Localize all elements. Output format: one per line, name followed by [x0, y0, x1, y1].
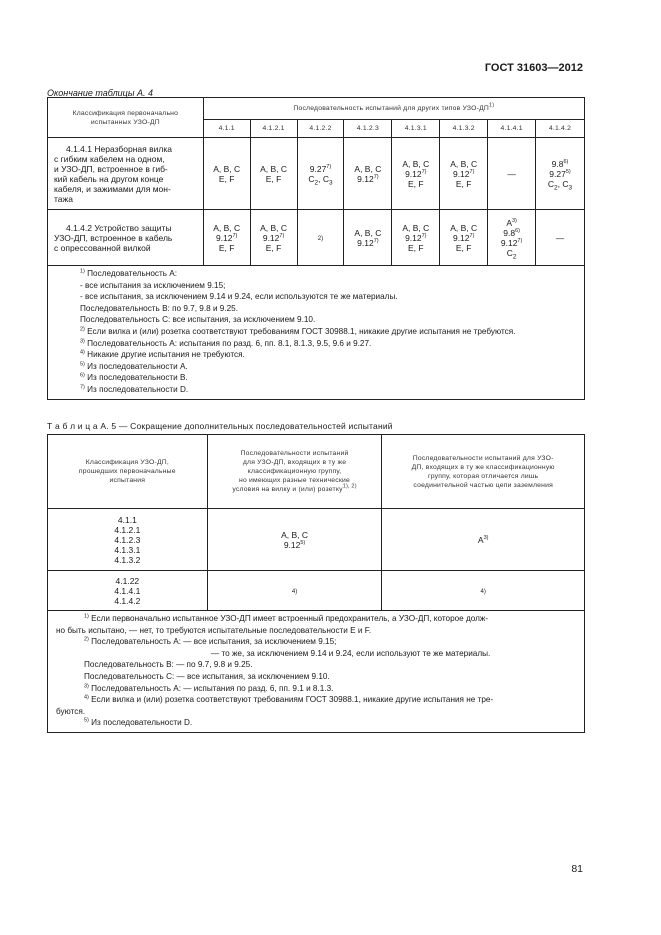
cell-text: E, F [455, 242, 472, 253]
cell-line [344, 238, 391, 248]
column-header-4-1-3-2: 4.1.3.2 [440, 120, 488, 138]
table-cell [536, 138, 585, 210]
footnote-ref: 7) [232, 232, 238, 239]
cell-line [392, 169, 439, 179]
cell-line [392, 233, 439, 243]
note-text: Из последовательности A. [84, 361, 188, 371]
note-text: Последовательность A: — все испытания, за исключением 9.15; [88, 637, 337, 647]
cell-text: 9.12 [262, 232, 280, 243]
cell-text: E, F [455, 178, 472, 189]
note-line [80, 338, 584, 350]
table-cell [344, 210, 392, 266]
cell-line [251, 233, 297, 243]
subscript: 3 [568, 184, 573, 192]
note-line [56, 717, 584, 729]
cell-text: 9.12 [357, 237, 374, 248]
page-number: 81 [571, 863, 583, 875]
row-label-line: с опрессованной вилкой [54, 242, 151, 253]
table-a4 [47, 97, 585, 400]
cell-line [440, 159, 487, 169]
footnote-marker: 4) [80, 349, 85, 356]
classification-list [48, 571, 208, 611]
cell-line [536, 169, 584, 179]
footnote-ref: 5) [300, 539, 306, 546]
cell-text: , C [557, 178, 569, 189]
footnote-ref: 5) [565, 168, 571, 175]
row-label-line: с гибким кабелем на одном, [54, 153, 165, 164]
note-line [56, 648, 584, 660]
header-line: Последовательности испытаний для УЗО- [412, 454, 554, 462]
table-cell [344, 138, 392, 210]
subscript: 2 [314, 179, 319, 187]
cell-line [536, 178, 584, 192]
note-text: Последовательность C: — все испытания, за исключением 9.10. [84, 671, 330, 681]
cell-line [392, 159, 439, 169]
table4-col1-header: Классификация первоначально испытанных УЗО-ДП [48, 98, 204, 138]
note-line [80, 291, 584, 303]
footnote-marker: 6) [80, 372, 85, 379]
footnote-ref: 7) [279, 232, 285, 239]
cell-line [204, 164, 250, 174]
footnote-ref: 3) [483, 534, 489, 541]
cell-text: 9.8 [503, 227, 516, 238]
note-text: Последовательность A: [84, 269, 177, 278]
column-header-4-1-2-1: 4.1.2.1 [250, 120, 297, 138]
footnote-marker: 2) [80, 326, 85, 333]
cell-line [488, 218, 535, 228]
cell-text: E, F [265, 242, 282, 253]
footnote-ref: 4) [291, 588, 298, 595]
table-cell [207, 571, 382, 611]
cell-line [440, 223, 487, 233]
note-text: но быть испытано, — нет, то требуются испытательные последовательности E и F. [56, 625, 372, 635]
header-line: но имеющих разные технические [239, 477, 351, 484]
footnote-ref: 6) [515, 227, 520, 234]
cell-line [251, 243, 297, 253]
cell-text: A, B, C [213, 222, 241, 233]
cell-line [536, 233, 584, 243]
column-header-4-1-2-2: 4.1.2.2 [297, 120, 344, 138]
cell-line [392, 243, 439, 253]
note-text: Последовательность C: все испытания, за исключением 9.10. [80, 315, 316, 325]
note-line [80, 361, 584, 373]
cell-text: 9.12 [452, 232, 470, 243]
note-line [56, 683, 584, 695]
row-label-line: 4.1.4.1 Неразборная вилка [66, 143, 172, 154]
note-text: Из последовательности D. [88, 718, 193, 728]
cell-text: 9.12 [357, 173, 374, 184]
classification-item: 4.1.1 [117, 514, 137, 525]
table-cell [382, 571, 585, 611]
note-line [56, 636, 584, 648]
cell-text: A, B, C [402, 158, 430, 169]
header-line: прошедших первоначальные [78, 468, 176, 475]
cell-line [488, 169, 535, 179]
footnote-marker: 7) [80, 384, 85, 391]
cell-line [204, 233, 250, 243]
cell-line [488, 228, 535, 238]
note-text: Никакие другие испытания не требуются. [84, 350, 245, 360]
cell-text: 9.12 [405, 168, 422, 179]
cell-text: A, B, C [450, 222, 478, 233]
cell-text: 9.27 [549, 168, 566, 179]
note-text: - все испытания, за исключением 9.14 и 9.24, если используются те же материалы. [80, 292, 398, 302]
table4-group-header: Последовательность испытаний для других типов УЗО-ДП$^{1)}$ [203, 98, 584, 120]
cell-text: E, F [265, 173, 282, 184]
column-header-4-1-4-2: 4.1.4.2 [536, 120, 585, 138]
column-header-4-1-2-3: 4.1.2.3 [344, 120, 392, 138]
footnote-marker: 1) [84, 613, 89, 620]
subscript: 3 [328, 179, 333, 187]
note-line [80, 280, 584, 292]
cell-line [536, 159, 584, 169]
cell-text: A, B, C [281, 529, 308, 540]
cell-text: A, B, C [402, 222, 430, 233]
note-line [56, 671, 584, 683]
cell-text: 9.12 [452, 168, 470, 179]
row-label-line: 4.1.4.2 Устройство защиты [66, 222, 172, 233]
table4-caption: Окончание таблицы А. 4 [47, 88, 153, 98]
cell-text: E, F [407, 242, 424, 253]
cell-text: A [477, 534, 484, 545]
footnote-ref: 7) [373, 173, 379, 180]
table5-col2-header [207, 435, 382, 509]
footnote-marker: 5) [84, 717, 89, 724]
classification-item: 4.1.4.2 [114, 595, 141, 606]
classification-list [48, 509, 208, 571]
footnote-ref: 4) [480, 588, 486, 595]
note-line [80, 384, 584, 396]
table5-caption: Т а б л и ц а А. 5 — Сокращение дополнительных последовательностей испытаний [47, 421, 393, 431]
note-text: Если вилка и (или) розетка соответствуют требованиям ГОСТ 30988.1, никакие другие испытания не тре- [88, 695, 494, 705]
header-line: ДП, входящих в ту же классификационную [411, 463, 555, 471]
table-cell [392, 138, 440, 210]
note-text: буются. [56, 706, 86, 716]
footnote-marker: 4) [84, 694, 89, 701]
footnote-ref: 7) [421, 168, 427, 175]
cell-line [344, 164, 391, 174]
cell-text: 9.12 [405, 232, 422, 243]
cell-line [440, 169, 487, 179]
table-cell [440, 138, 488, 210]
cell-line [392, 223, 439, 233]
note-line [80, 372, 584, 384]
footnote-ref: 7) [373, 237, 379, 244]
table4-notes [48, 266, 585, 400]
footnote-ref: 7) [326, 163, 332, 170]
footnote-ref: 2) [317, 235, 324, 242]
row-label-line: кабеля, и зажимами для мон- [54, 183, 171, 194]
header-line: соединительной частью цепи заземления [413, 481, 553, 489]
footnote-ref: 7) [421, 232, 427, 239]
cell-text: , C [318, 173, 329, 184]
note-line [80, 268, 584, 280]
cell-line [298, 164, 344, 174]
header-line: Классификация УЗО-ДП, [85, 459, 169, 466]
header-line: условия на вилку и (или) розетку$^{1), 2)}$ [232, 483, 357, 493]
cell-line [440, 233, 487, 243]
classification-item: 4.1.2.1 [114, 524, 141, 535]
cell-text: A, B, C [354, 227, 382, 238]
note-line [80, 349, 584, 361]
header-line: группу, которая отличается лишь [428, 472, 539, 480]
table-cell [297, 138, 344, 210]
cell-text: 9.8 [551, 158, 564, 169]
row-label-line: тажа [54, 193, 73, 204]
cell-line [204, 243, 250, 253]
classification-item: 4.1.3.1 [114, 544, 141, 555]
note-text: Последовательность A: — испытания по разд. 6, пп. 9.1 и 8.1.3. [88, 683, 334, 693]
cell-line [392, 179, 439, 189]
footnote-ref: 3) [511, 217, 517, 224]
table-cell [392, 210, 440, 266]
note-line [80, 303, 584, 315]
note-line [56, 659, 584, 671]
cell-text: E, F [407, 178, 424, 189]
cell-line [488, 247, 535, 261]
note-text: Если вилка и (или) розетка соответствуют требованиям ГОСТ 30988.1, никакие другие испытания не требуются. [84, 326, 516, 336]
classification-item: 4.1.3.2 [114, 554, 141, 565]
cell-text: C [506, 247, 513, 258]
footnote-marker: 3) [84, 682, 89, 689]
classification-item: 4.1.4.1 [114, 585, 141, 596]
table5-notes [48, 611, 585, 733]
table-a5 [47, 434, 585, 733]
cell-line [344, 228, 391, 238]
cell-line [382, 535, 584, 545]
note-line [56, 706, 584, 718]
header-line: классификационную группу, [247, 468, 342, 475]
cell-text: A, B, C [213, 163, 241, 174]
note-line [56, 625, 584, 637]
cell-line [251, 174, 297, 184]
footnote-ref: 6) [563, 158, 569, 165]
cell-text: A, B, C [450, 158, 478, 169]
row-label [48, 138, 204, 210]
footnote-marker: 5) [80, 361, 85, 368]
cell-line [298, 173, 344, 187]
note-text: Последовательность B: — по 9.7, 9.8 и 9.25. [84, 660, 253, 670]
cell-text: E, F [218, 242, 235, 253]
note-line [56, 694, 584, 706]
cell-text: A, B, C [260, 163, 288, 174]
cell-text: — [507, 168, 516, 179]
footnote-ref: 7) [517, 237, 523, 244]
cell-text: — [555, 232, 565, 243]
header-line: испытания [109, 477, 146, 484]
note-text: Последовательность B: по 9.7, 9.8 и 9.25. [80, 303, 239, 313]
footnote-ref: 1), 2) [342, 483, 357, 490]
table-cell [536, 210, 585, 266]
column-header-4-1-4-1: 4.1.4.1 [488, 120, 536, 138]
cell-text: E, F [218, 173, 235, 184]
cell-text: A [506, 217, 512, 228]
footnote-marker: 3) [80, 337, 85, 344]
subscript: 2 [512, 253, 517, 261]
cell-line [204, 174, 250, 184]
footnote-marker: 2) [84, 636, 89, 643]
table-cell [440, 210, 488, 266]
cell-text: 9.27 [309, 163, 327, 174]
column-header-4-1-3-1: 4.1.3.1 [392, 120, 440, 138]
row-label-line: УЗО-ДП, встроенное в кабель [54, 232, 173, 243]
cell-line [488, 238, 535, 248]
cell-line [208, 540, 382, 550]
note-text: Из последовательности D. [84, 384, 189, 394]
header-line: для УЗО-ДП, входящих в ту же [242, 459, 347, 466]
cell-line [344, 174, 391, 184]
cell-line [440, 243, 487, 253]
row-label [48, 210, 204, 266]
cell-text: A, B, C [354, 163, 382, 174]
cell-text: 9.12 [283, 539, 301, 550]
table-cell [382, 509, 585, 571]
row-label-line: кий кабель на другом конце [54, 173, 164, 184]
note-text: Если первоначально испытанное УЗО-ДП имеет встроенный предохранитель, а УЗО-ДП, которое долж- [88, 614, 489, 623]
cell-line [251, 164, 297, 174]
row-label-line: и УЗО-ДП, встроенное в гиб- [54, 163, 168, 174]
table-cell [488, 210, 536, 266]
note-text: Последовательность A: испытания по разд. 6, пп. 8.1, 8.1.3, 9.5, 9.6 и 9.27. [84, 338, 372, 348]
table-cell [207, 509, 382, 571]
cell-line [208, 530, 382, 540]
table-cell [297, 210, 344, 266]
classification-item: 4.1.2.3 [114, 534, 141, 545]
cell-line [204, 223, 250, 233]
footnote-ref: 7) [469, 232, 475, 239]
table-cell [250, 138, 297, 210]
table-cell [488, 138, 536, 210]
cell-text: 9.12 [500, 237, 518, 248]
classification-item: 4.1.22 [115, 575, 140, 586]
footnote-ref: 7) [469, 168, 475, 175]
header-line: Последовательности испытаний [240, 450, 349, 457]
footnote-marker: 1) [80, 268, 85, 275]
subscript: 2 [554, 184, 558, 192]
note-text: Из последовательности B. [84, 373, 188, 383]
table5-col1-header [48, 435, 208, 509]
cell-text: A, B, C [260, 222, 288, 233]
column-header-4-1-1: 4.1.1 [203, 120, 250, 138]
cell-text: C [547, 178, 555, 189]
note-line [80, 314, 584, 326]
table-cell [203, 210, 250, 266]
note-text: - все испытания за исключением 9.15; [80, 280, 226, 290]
cell-line [251, 223, 297, 233]
cell-line [440, 179, 487, 189]
table-cell [203, 138, 250, 210]
note-line [56, 613, 584, 625]
cell-text: C [308, 173, 315, 184]
document-title: ГОСТ 31603—2012 [484, 62, 583, 74]
note-text: — то же, за исключением 9.14 и 9.24, если используют те же материалы. [211, 648, 491, 658]
table5-col3-header [382, 435, 585, 509]
note-line [80, 326, 584, 338]
table-cell [250, 210, 297, 266]
cell-text: 9.12 [215, 232, 233, 243]
